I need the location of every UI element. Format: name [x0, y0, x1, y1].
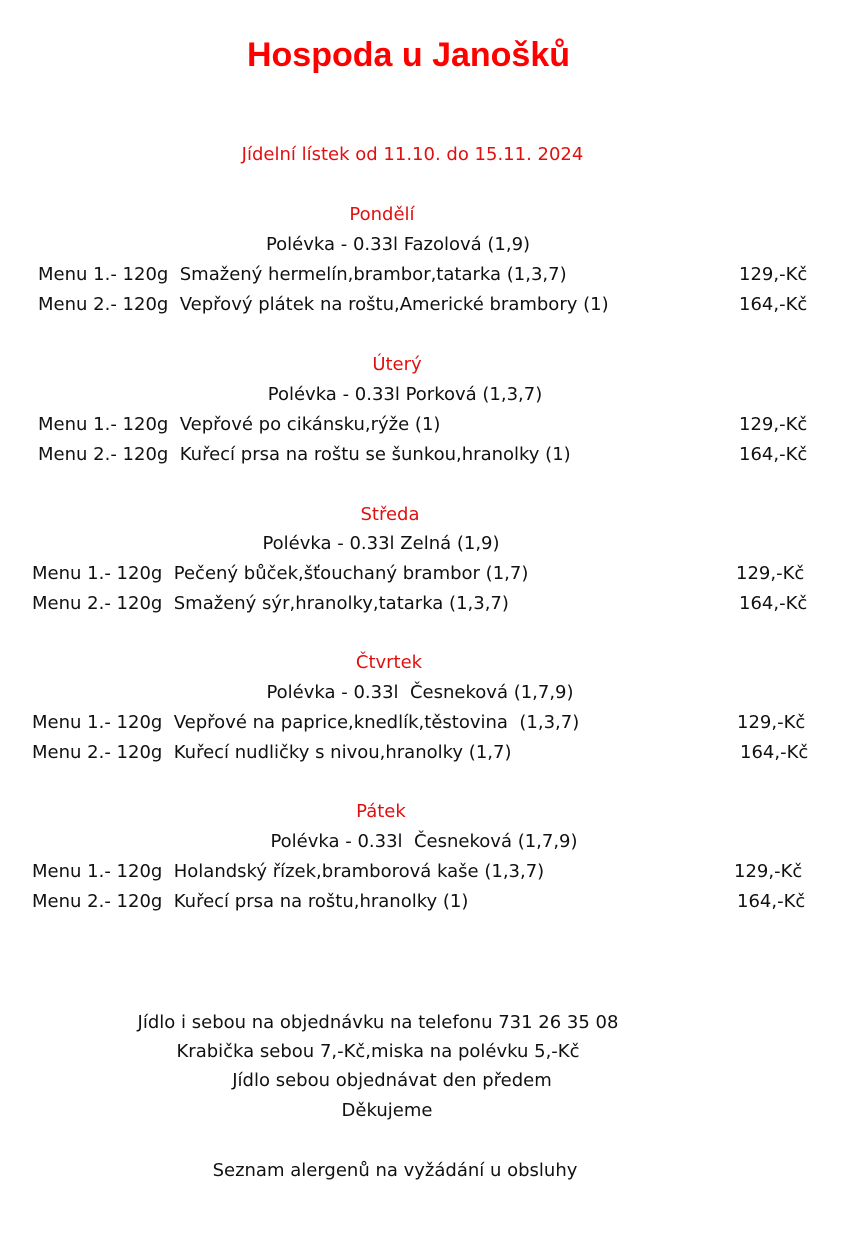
menu-item-tuesday-2: Menu 2.- 120g Kuřecí prsa na roštu se šunkou,hranolky (1): [38, 444, 571, 465]
soup-friday: Polévka - 0.33l Česneková (1,7,9): [270, 831, 578, 852]
menu-item-wednesday-2: Menu 2.- 120g Smažený sýr,hranolky,tatarka (1,3,7): [32, 593, 509, 614]
menu-item-thursday-2: Menu 2.- 120g Kuřecí nudličky s nivou,hranolky (1,7): [32, 742, 512, 763]
price-thursday-1: 129,-Kč: [737, 712, 806, 733]
menu-item-wednesday-1: Menu 1.- 120g Pečený bůček,šťouchaný brambor (1,7): [32, 563, 529, 584]
menu-item-friday-1: Menu 1.- 120g Holandský řízek,bramborová kaše (1,3,7): [32, 861, 545, 882]
price-friday-1: 129,-Kč: [734, 861, 803, 882]
menu-item-monday-2: Menu 2.- 120g Vepřový plátek na roštu,Americké brambory (1): [38, 294, 609, 315]
price-tuesday-1: 129,-Kč: [739, 414, 808, 435]
price-tuesday-2: 164,-Kč: [739, 444, 808, 465]
footer-allergens-note: Seznam alergenů na vyžádání u obsluhy: [212, 1160, 578, 1181]
footer-order-advance: Jídlo sebou objednávat den předem: [232, 1070, 552, 1091]
menu-validity-subtitle: Jídelní lístek od 11.10. do 15.11. 2024: [241, 144, 584, 165]
footer-thanks: Děkujeme: [341, 1100, 433, 1121]
menu-item-tuesday-1: Menu 1.- 120g Vepřové po cikánsku,rýže (1): [38, 414, 441, 435]
soup-thursday: Polévka - 0.33l Česneková (1,7,9): [266, 682, 574, 703]
footer-packaging-fees: Krabička sebou 7,-Kč,miska na polévku 5,-Kč: [176, 1041, 580, 1062]
soup-monday: Polévka - 0.33l Fazolová (1,9): [265, 234, 531, 255]
price-wednesday-1: 129,-Kč: [736, 563, 805, 584]
restaurant-title: Hospoda u Janošků: [246, 36, 571, 74]
menu-item-thursday-1: Menu 1.- 120g Vepřové na paprice,knedlík,těstovina (1,3,7): [32, 712, 580, 733]
day-heading-friday: Pátek: [356, 801, 406, 822]
soup-wednesday: Polévka - 0.33l Zelná (1,9): [262, 533, 500, 554]
price-wednesday-2: 164,-Kč: [739, 593, 808, 614]
day-heading-thursday: Čtvrtek: [355, 652, 423, 673]
menu-item-friday-2: Menu 2.- 120g Kuřecí prsa na roštu,hranolky (1): [32, 891, 469, 912]
day-heading-tuesday: Úterý: [372, 354, 422, 375]
menu-item-monday-1: Menu 1.- 120g Smažený hermelín,brambor,tatarka (1,3,7): [38, 264, 567, 285]
footer-order-phone: Jídlo i sebou na objednávku na telefonu 731 26 35 08: [137, 1012, 619, 1033]
price-thursday-2: 164,-Kč: [740, 742, 809, 763]
soup-tuesday: Polévka - 0.33l Porková (1,3,7): [267, 384, 543, 405]
day-heading-monday: Pondělí: [349, 204, 415, 225]
price-monday-2: 164,-Kč: [739, 294, 808, 315]
price-friday-2: 164,-Kč: [737, 891, 806, 912]
price-monday-1: 129,-Kč: [739, 264, 808, 285]
day-heading-wednesday: Středa: [360, 504, 420, 525]
